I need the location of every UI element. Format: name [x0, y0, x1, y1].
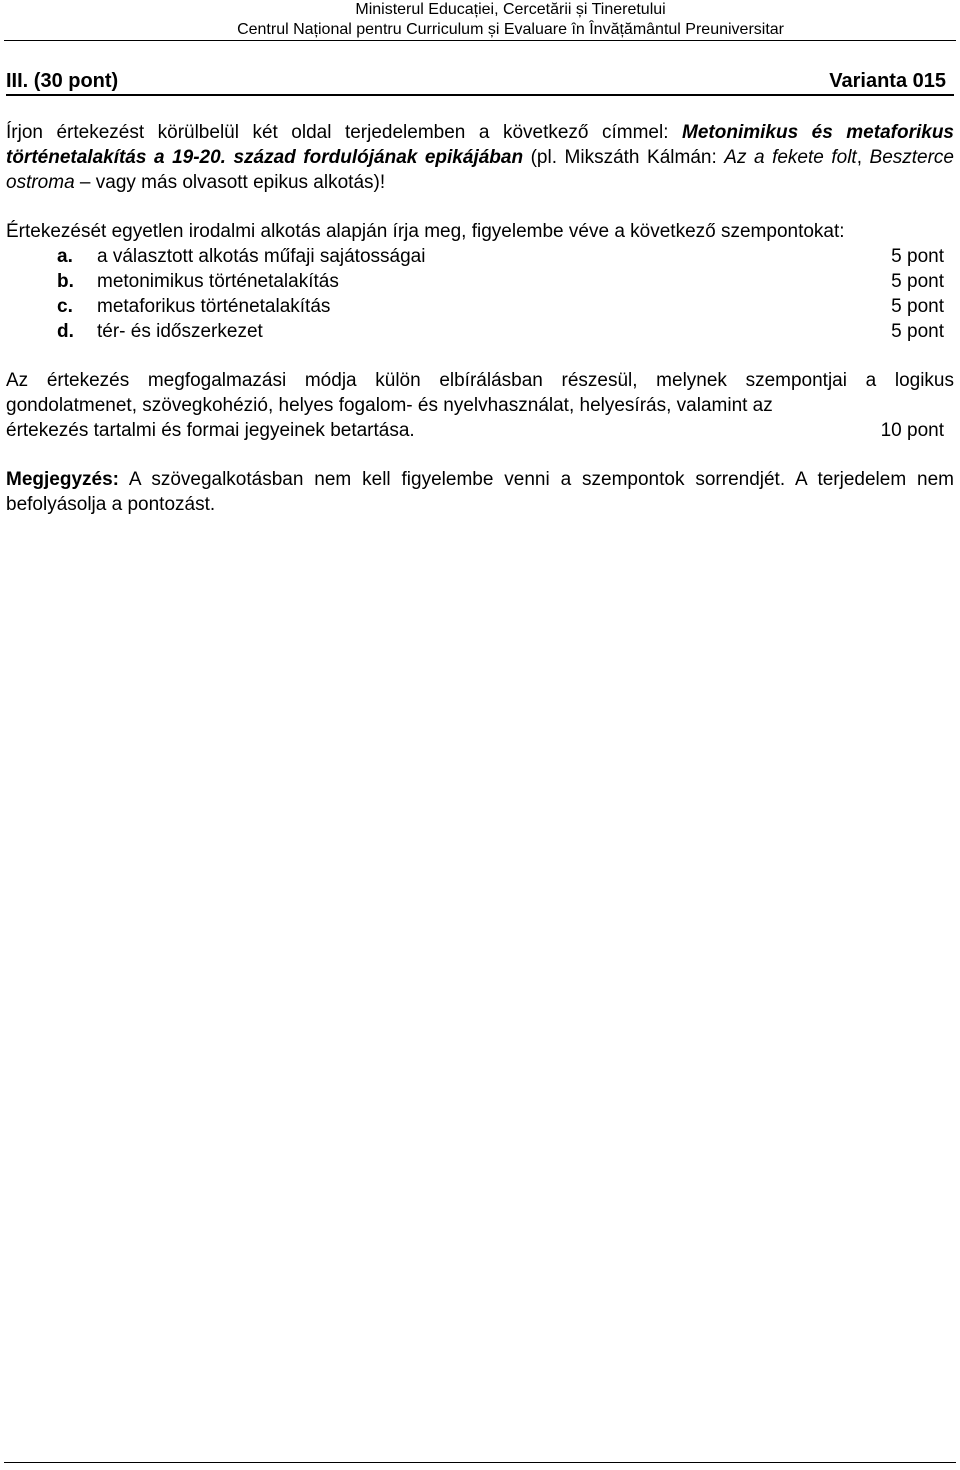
header-divider	[4, 40, 956, 41]
criteria-item	[6, 269, 954, 294]
criteria-item	[6, 294, 954, 319]
criteria-item	[6, 319, 954, 344]
criteria-points: 5 pont	[891, 296, 944, 317]
task-intro	[6, 120, 954, 195]
essay-title: Metonimikus és metaforikus történetalakítás a 19-20. század fordulójának epikájában	[6, 122, 954, 168]
example-sep: ,	[856, 147, 870, 168]
criteria-letter: d.	[57, 321, 74, 342]
center-name: Centrul Național pentru Curriculum și Evaluare în Învățământul Preuniversitar	[237, 21, 784, 38]
assessment-tail: értekezés tartalmi és formai jegyeinek betartása.	[6, 420, 415, 441]
criteria-letter: c.	[57, 296, 73, 317]
footer-divider	[4, 1462, 956, 1463]
page-header	[237, 0, 784, 40]
criteria-points: 5 pont	[891, 321, 944, 342]
instruction-text: Értekezését egyetlen irodalmi alkotás alapján írja meg, figyelembe véve a következő szempontokat:	[6, 221, 845, 242]
criteria-text: metaforikus történetalakítás	[97, 296, 331, 317]
ministry-name: Ministerul Educației, Cercetării și Tineretului	[355, 1, 666, 18]
assessment-text: Az értekezés megfogalmazási módja külön elbírálásban részesül, melynek szempontjai a logikus gondolatmenet, szövegkohézió, helyes fogalom- és nyelvhasználat, helyesírás, valamint az	[6, 370, 954, 416]
note-paragraph	[6, 467, 954, 517]
assessment-points: 10 pont	[880, 420, 944, 441]
criteria-text: tér- és időszerkezet	[97, 321, 263, 342]
task-lead: Írjon értekezést körülbelül két oldal terjedelemben a következő címmel:	[6, 122, 669, 143]
example-work-2: Beszterce ostroma	[6, 147, 954, 193]
example-tail: – vagy más olvasott epikus alkotás)!	[74, 172, 386, 193]
section-label: III. (30 pont)	[6, 70, 119, 92]
criteria-letter: b.	[57, 271, 74, 292]
assessment-last-line	[6, 418, 954, 443]
example-work-1: Az a fekete folt	[724, 147, 857, 168]
criteria-text: a választott alkotás műfaji sajátosságai	[97, 246, 426, 267]
example-open: (pl. Mikszáth Kálmán:	[523, 147, 725, 168]
criteria-points: 5 pont	[891, 246, 944, 267]
exam-content	[6, 68, 954, 517]
section-title-row	[6, 68, 954, 96]
criteria-text: metonimikus történetalakítás	[97, 271, 339, 292]
note-label: Megjegyzés:	[6, 469, 119, 490]
criteria-letter: a.	[57, 246, 73, 267]
note-text: A szövegalkotásban nem kell figyelembe venni a szempontok sorrendjét. A terjedelem nem befolyásolja a pontozást.	[6, 469, 954, 515]
criteria-list	[6, 244, 954, 344]
variant-label: Varianta 015	[829, 70, 946, 92]
criteria-points: 5 pont	[891, 271, 944, 292]
criteria-item	[6, 244, 954, 269]
